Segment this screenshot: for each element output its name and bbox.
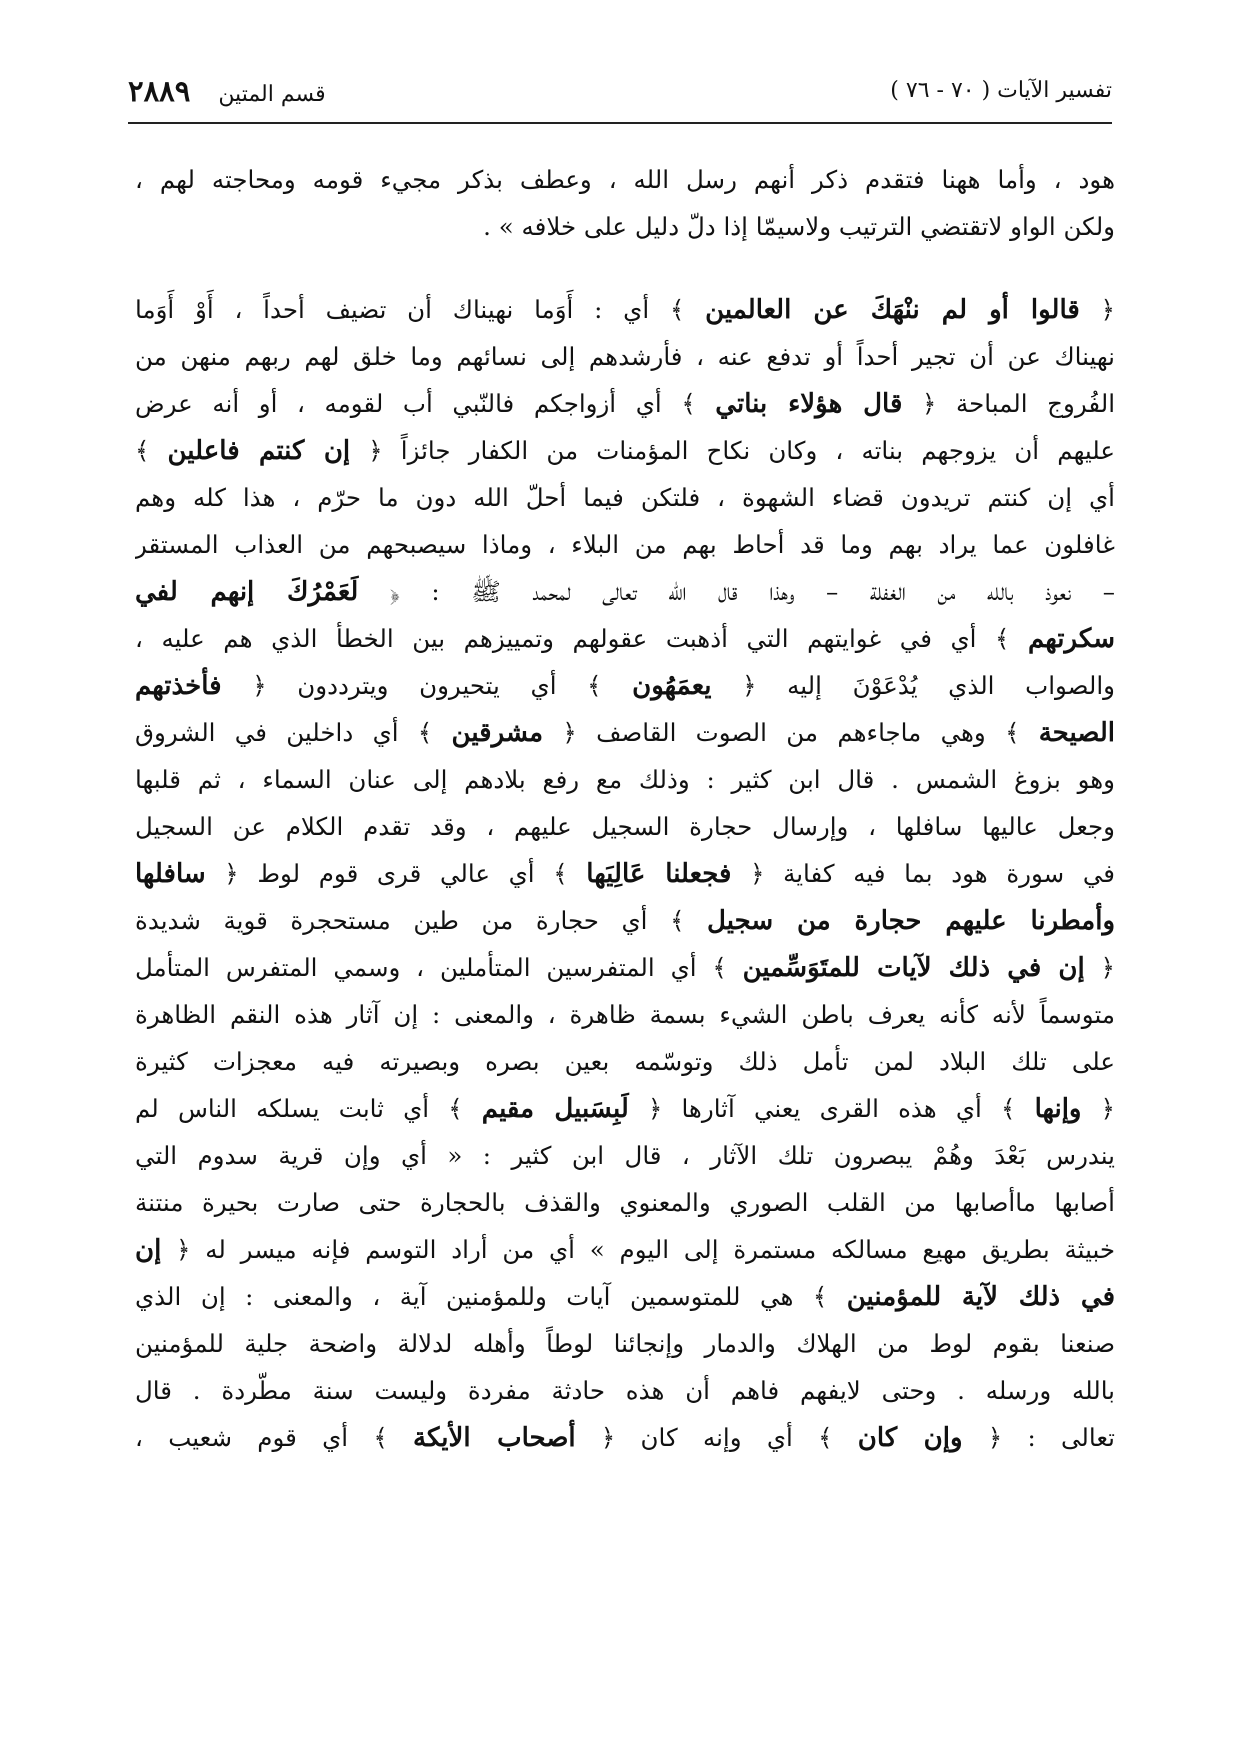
paragraph [135, 286, 1115, 1461]
text-line [135, 944, 1115, 991]
text-line [135, 850, 1115, 897]
commentary-text: يندرس بَعْدَ وهُمْ يبصرون تلك الآثار ، قال ابن كثير : « أي وإن قرية سدوم التي [135, 1141, 1115, 1170]
commentary-text: ﴾ أي المتفرسين المتأملين ، وسمي المتفرس المتأمل [135, 953, 743, 982]
quranic-phrase: إن [135, 1235, 162, 1265]
commentary-text: وجعل عاليها سافلها ، وإرسال حجارة السجيل عليهم ، وقد تقدم الكلام عن السجيل [135, 812, 1115, 841]
commentary-text: ﴾ أي قوم شعيب ، [135, 1423, 413, 1452]
header-left-group [128, 74, 326, 108]
text-line [135, 156, 1115, 203]
commentary-text: عليهم أن يزوجهم بناته ، وكان نكاح المؤمنات من الكفار جائزاً ﴿ [350, 436, 1115, 465]
running-title: تفسير الآيات ( ٧٠ - ٧٦ ) [890, 78, 1112, 103]
commentary-text: ﴾ أي أزواجكم فالنّبي أب لقومه ، أو أنه عرض [135, 389, 716, 418]
paragraph [135, 156, 1115, 250]
quranic-phrase: وإن كان [857, 1423, 963, 1453]
quranic-phrase: يعمَهُون [632, 671, 712, 701]
commentary-text: ﴿ [1081, 1094, 1115, 1123]
commentary-text: أصابها ماأصابها من القلب الصوري والمعنوي والقذف بالحجارة حتى صارت بحيرة منتنة [135, 1188, 1115, 1217]
commentary-text: تعالى : ﴿ [962, 1423, 1115, 1452]
text-line [135, 203, 1115, 250]
quranic-phrase: سافلها [135, 859, 206, 889]
text-line [135, 709, 1115, 756]
commentary-text: هود ، وأما ههنا فتقدم ذكر أنهم رسل الله ، وعطف بذكر مجيء قومه ومحاجته لهم ، [135, 165, 1115, 194]
commentary-text: أي إن كنتم تريدون قضاء الشهوة ، فلتكن فيما أحلّ الله دون ما حرّم ، هذا كله وهم [135, 483, 1115, 512]
text-line [135, 1085, 1115, 1132]
text-line [135, 474, 1115, 521]
quranic-phrase: لَعَمْرُكَ إنهم لفي [135, 577, 359, 607]
text-line [135, 1179, 1115, 1226]
text-line [135, 380, 1115, 427]
commentary-text: ﴿ [1079, 295, 1115, 324]
text-line [135, 991, 1115, 1038]
quranic-phrase: قال هؤلاء بناتي [715, 389, 903, 419]
text-line [135, 286, 1115, 333]
text-line [135, 1038, 1115, 1085]
commentary-text: على تلك البلاد لمن تأمل ذلك وتوسّمه بعين بصره وبصيرته فيه معجزات كثيرة [135, 1047, 1115, 1076]
text-line [135, 521, 1115, 568]
quranic-phrase: فجعلنا عَالِيَها [586, 859, 732, 889]
commentary-text: صنعنا بقوم لوط من الهلاك والدمار وإنجائنا لوطاً وأهله لدلالة واضحة جلية للمؤمنين [135, 1329, 1115, 1358]
commentary-text: ﴾ [135, 436, 168, 465]
text-line [135, 897, 1115, 944]
page-number: ٢٨٨٩ [128, 74, 191, 108]
header-divider [128, 122, 1112, 124]
quranic-phrase: الصيحة [1038, 718, 1115, 748]
commentary-text: والصواب الذي يُدْعَوْنَ إليه ﴿ [711, 671, 1115, 700]
commentary-text: ولكن الواو لاتقتضي الترتيب ولاسيمّا إذا دلّ دليل على خلافه » . [483, 212, 1115, 241]
quranic-phrase: فأخذتهم [135, 671, 222, 701]
quranic-phrase: وأمطرنا عليهم حجارة من سجيل [707, 906, 1115, 936]
text-line [135, 662, 1115, 709]
text-line [135, 615, 1115, 662]
commentary-text: ﴾ هي للمتوسمين آيات وللمؤمنين آية ، والمعنى : إن الذي [135, 1282, 847, 1311]
commentary-text: ﴾ أي هذه القرى يعني آثارها ﴿ [628, 1094, 1035, 1123]
body-text [135, 156, 1115, 1461]
commentary-text: ﴾ وهي ماجاءهم من الصوت القاصف ﴿ [543, 718, 1039, 747]
text-line [135, 427, 1115, 474]
commentary-text: وهو بزوغ الشمس . قال ابن كثير : وذلك مع رفع بلادهم إلى عنان السماء ، ثم قلبها [135, 765, 1115, 794]
text-line [135, 1226, 1115, 1273]
section-name: قسم المتين [218, 82, 326, 107]
commentary-text: ﴾ أي حجارة من طين مستحجرة قوية شديدة [135, 906, 708, 935]
commentary-text: ﴾ أي في غوايتهم التي أذهبت عقولهم وتمييزهم بين الخطأ الذي هم عليه ، [135, 624, 1028, 653]
commentary-text: خبيثة بطريق مهيع مسالكه مستمرة إلى اليوم » أي من أراد التوسم فإنه ميسر له ﴿ [161, 1235, 1115, 1264]
commentary-text: بالله ورسله . وحتى لايفهم فاهم أن هذه حادثة مفردة وليست سنة مطّردة . قال [135, 1376, 1115, 1405]
commentary-text: ﴾ أي داخلين في الشروق [135, 718, 452, 747]
text-line [135, 1320, 1115, 1367]
quranic-phrase: لَبِسَبيل مقيم [481, 1094, 629, 1124]
quranic-phrase: إن كنتم فاعلين [167, 436, 351, 466]
commentary-text: متوسماً لأنه كأنه يعرف باطن الشيء بسمة ظاهرة ، والمعنى : إن آثار هذه النقم الظاهرة [135, 1000, 1115, 1029]
text-line [135, 1273, 1115, 1320]
commentary-text: ﴾ أي ثابت يسلكه الناس لم [135, 1094, 482, 1123]
quranic-phrase: في ذلك لآية للمؤمنين [846, 1282, 1115, 1312]
paragraph-gap [135, 250, 1115, 286]
quranic-phrase: وإنها [1034, 1094, 1082, 1124]
text-line [135, 803, 1115, 850]
text-line [135, 1132, 1115, 1179]
commentary-text: ﴾ أي وإنه كان ﴿ [575, 1423, 858, 1452]
quranic-phrase: سكرتهم [1027, 624, 1115, 654]
text-line [135, 1367, 1115, 1414]
quranic-phrase: إن في ذلك لآيات للمتَوَسِّمين [742, 953, 1085, 983]
quranic-phrase: أصحاب الأيكة [413, 1423, 576, 1453]
text-line [135, 1414, 1115, 1461]
text-line [135, 333, 1115, 380]
page-header [128, 74, 1112, 118]
commentary-text: ﴾ أي يتحيرون ويترددون ﴿ [221, 671, 633, 700]
commentary-text: غافلون عما يراد بهم وما قد أحاط بهم من البلاء ، وماذا سيصبحهم من العذاب المستقر [135, 530, 1115, 559]
text-line [135, 756, 1115, 803]
commentary-text: ﴾ أي : أَوَما نهيناك أن تضيف أحداً ، أَوْ أَوَما [135, 295, 706, 324]
text-line [135, 568, 1115, 615]
commentary-text: في سورة هود بما فيه كفاية ﴿ [731, 859, 1115, 888]
commentary-text: الفُروج المباحة ﴿ [902, 389, 1115, 418]
quranic-phrase: مشرقين [451, 718, 544, 748]
quranic-phrase: قالوا أو لم ننْهَكَ عن العالمين [705, 295, 1080, 325]
commentary-text: ﴾ أي عالي قرى قوم لوط ﴿ [205, 859, 587, 888]
commentary-text: نهيناك عن أن تجير أحداً أو تدفع عنه ، فأرشدهم إلى نسائهم وما خلق لهم ربهم منهن من [135, 342, 1115, 371]
commentary-text: ﴿ [1084, 953, 1115, 982]
commentary-text: – نعوذ بالله من الغفلة – وهذا قال الله تعالى لمحمد ﷺ : ﴿ [358, 577, 1115, 606]
